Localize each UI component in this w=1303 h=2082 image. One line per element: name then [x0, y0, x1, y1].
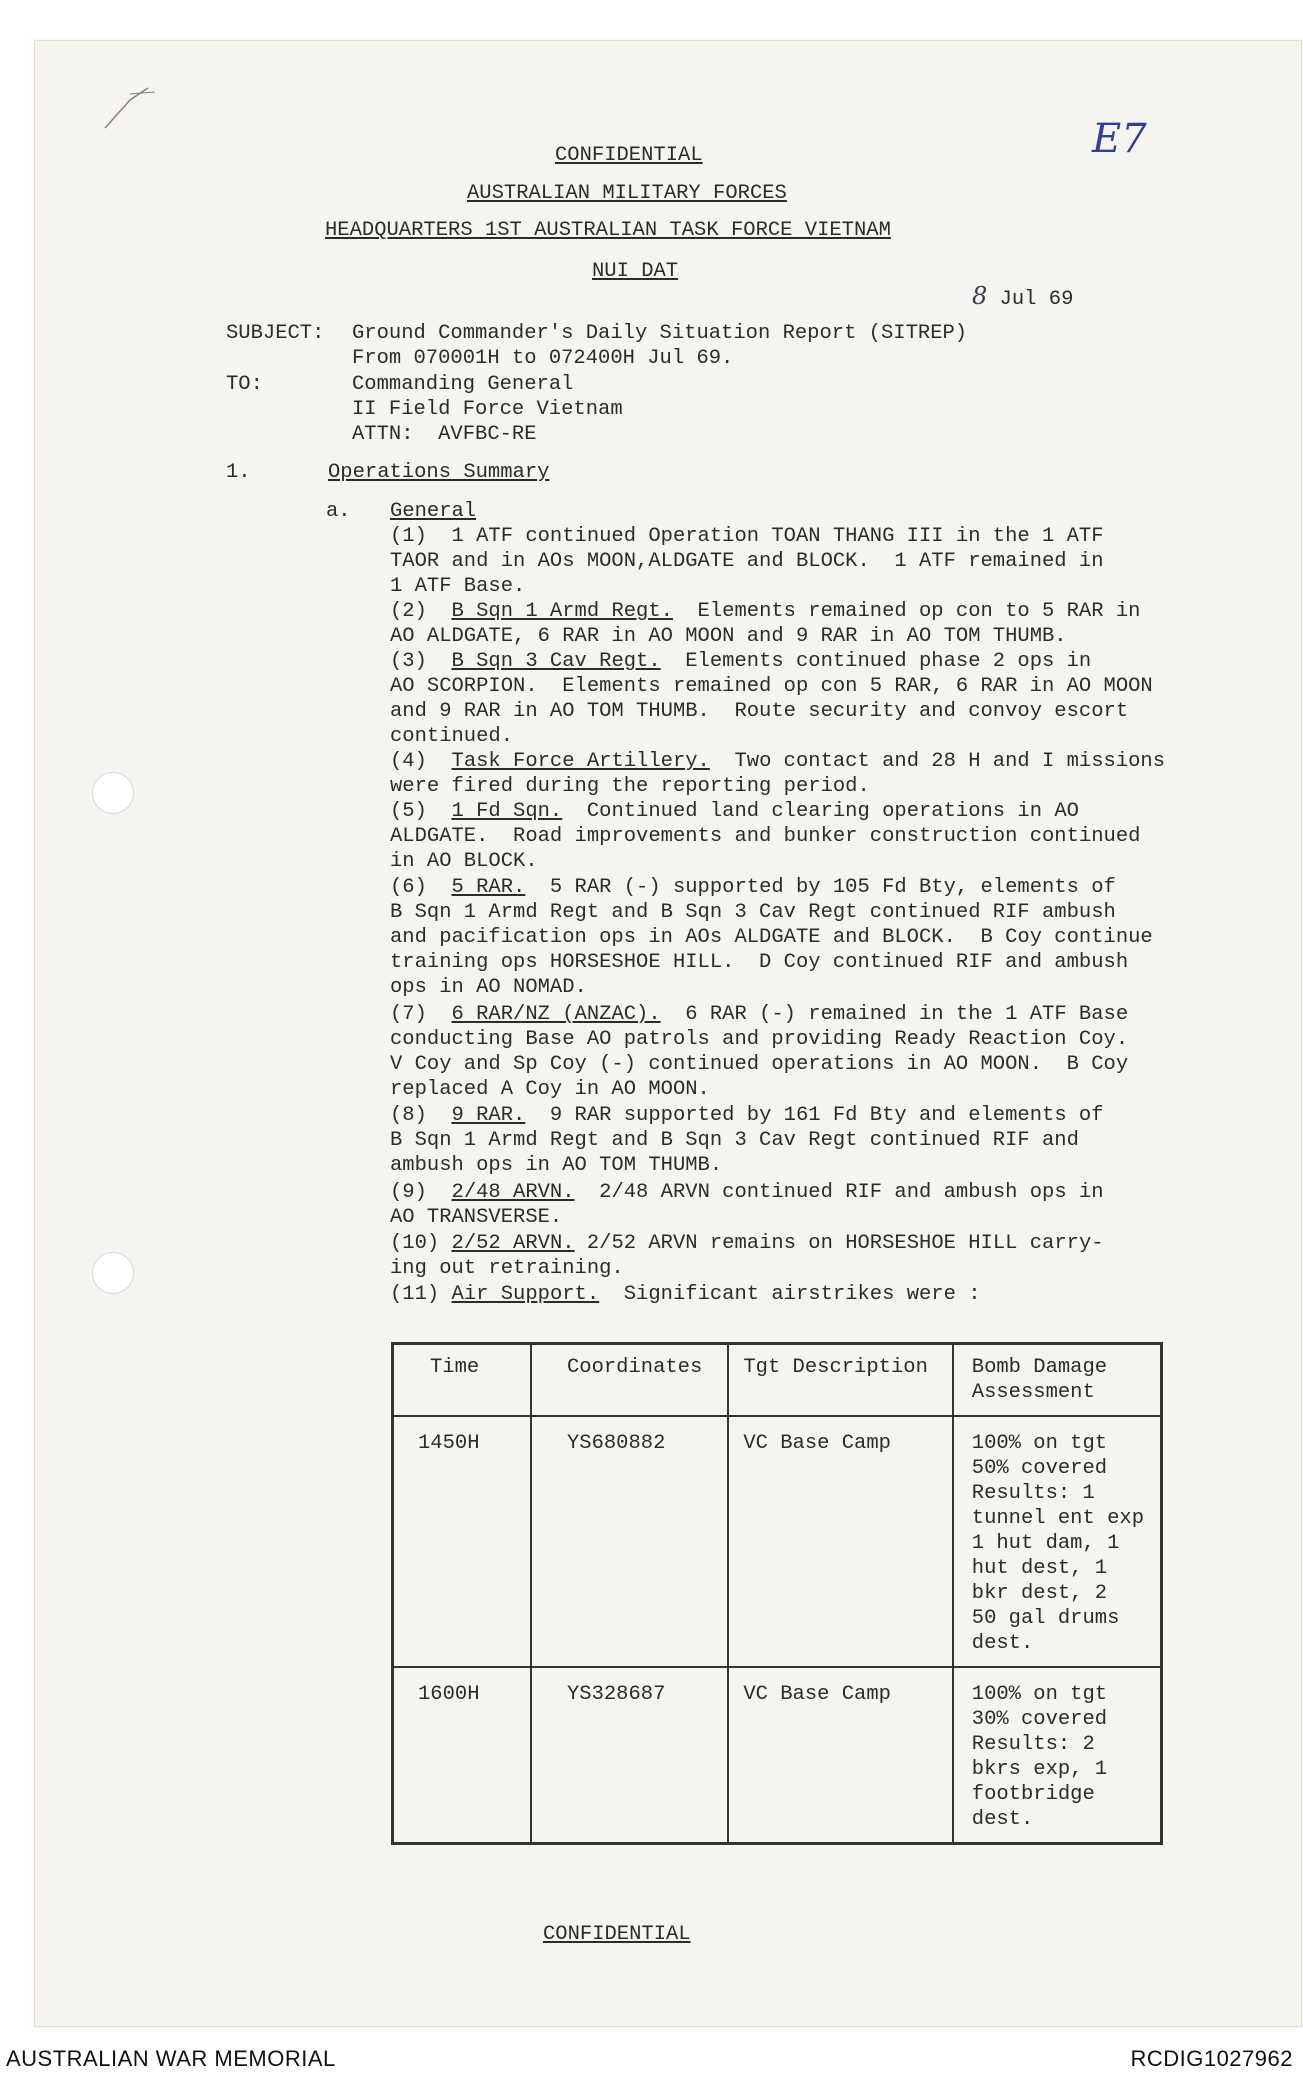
item-heading: B Sqn 1 Armd Regt.	[451, 600, 673, 623]
item-text: ALDGATE. Road improvements and bunker construction continued	[390, 825, 1141, 848]
to-line: Commanding General	[352, 373, 574, 396]
item-heading: 1 Fd Sqn.	[451, 800, 563, 823]
item-text: training ops HORSESHOE HILL. D Coy continued RIF and ambush	[390, 951, 1129, 974]
item-text: and pacification ops in AOs ALDGATE and BLOCK. B Coy continue	[390, 926, 1153, 949]
item-number: (3)	[390, 650, 427, 673]
pencil-mark	[100, 80, 160, 130]
item-text: 2/52 ARVN remains on HORSESHOE HILL carry-	[574, 1232, 1104, 1255]
paragraph-title: Operations Summary	[328, 461, 550, 484]
archive-credit: AUSTRALIAN WAR MEMORIAL	[6, 2046, 336, 2071]
column-header: Bomb Damage Assessment	[953, 1344, 1162, 1417]
table-cell: YS328687	[531, 1667, 728, 1844]
item-number: (2)	[390, 600, 427, 623]
organization: AUSTRALIAN MILITARY FORCES	[467, 182, 787, 205]
classification-top: CONFIDENTIAL	[555, 144, 703, 167]
table-header-row	[393, 1344, 1162, 1417]
to-line: ATTN: AVFBC-RE	[352, 423, 537, 446]
table-row	[393, 1416, 1162, 1667]
airstrike-table	[391, 1342, 1163, 1845]
item-text: Two contact and 28 H and I missions	[709, 750, 1166, 773]
paragraph-number: 1.	[226, 461, 251, 484]
item-text: 1 ATF continued Operation TOAN THANG III in the 1 ATF	[426, 525, 1104, 548]
item-text: Continued land clearing operations in AO	[562, 800, 1079, 823]
classification-bottom: CONFIDENTIAL	[543, 1923, 691, 1946]
item-text: AO ALDGATE, 6 RAR in AO MOON and 9 RAR in AO TOM THUMB.	[390, 625, 1067, 648]
headquarters: HEADQUARTERS 1ST AUSTRALIAN TASK FORCE VIETNAM	[325, 219, 891, 242]
item-text: AO TRANSVERSE.	[390, 1206, 563, 1229]
item-text: ing out retraining.	[390, 1257, 624, 1280]
table-cell: 1600H	[393, 1667, 531, 1844]
item-text: replaced A Coy in AO MOON.	[390, 1078, 710, 1101]
item-heading: Task Force Artillery.	[451, 750, 710, 773]
table-cell: VC Base Camp	[728, 1416, 952, 1667]
table-cell: 1450H	[393, 1416, 531, 1667]
table-cell: VC Base Camp	[728, 1667, 952, 1844]
item-text: ambush ops in AO TOM THUMB.	[390, 1154, 723, 1177]
item-text: Elements continued phase 2 ops in	[660, 650, 1092, 673]
item-text: were fired during the reporting period.	[390, 775, 870, 798]
item-number: (5)	[390, 800, 427, 823]
item-number: (11)	[390, 1283, 440, 1306]
subparagraph-number: a.	[326, 500, 351, 523]
item-text: 2/48 ARVN continued RIF and ambush ops in	[574, 1181, 1104, 1204]
item-text: continued.	[390, 725, 514, 748]
subject-line: Ground Commander's Daily Situation Report (SITREP)	[352, 322, 968, 345]
column-header: Coordinates	[531, 1344, 728, 1417]
date-month-year: Jul 69	[987, 288, 1074, 311]
item-number: (10)	[390, 1232, 440, 1255]
punch-hole	[92, 1252, 134, 1294]
subject-line: From 070001H to 072400H Jul 69.	[352, 347, 734, 370]
table-cell: 100% on tgt 30% covered Results: 2 bkrs exp, 1 footbridge dest.	[953, 1667, 1162, 1844]
folio-number: E7	[1092, 116, 1147, 162]
item-number: (6)	[390, 876, 427, 899]
item-text: Elements remained op con to 5 RAR in	[672, 600, 1141, 623]
item-heading: 5 RAR.	[451, 876, 526, 899]
item-heading: 2/52 ARVN.	[451, 1232, 575, 1255]
location: NUI DAT	[592, 260, 679, 283]
item-text: 5 RAR (-) supported by 105 Fd Bty, elements of	[525, 876, 1116, 899]
item-text: Significant airstrikes were :	[599, 1283, 981, 1306]
archive-id: RCDIG1027962	[1130, 2046, 1293, 2071]
subject-label: SUBJECT:	[226, 322, 325, 345]
column-header: Tgt Description	[728, 1344, 952, 1417]
item-text: in AO BLOCK.	[390, 850, 538, 873]
item-heading: Air Support.	[451, 1283, 600, 1306]
to-line: II Field Force Vietnam	[352, 398, 623, 421]
handwritten-day: 8	[972, 282, 988, 310]
item-text: 6 RAR (-) remained in the 1 ATF Base	[660, 1003, 1129, 1026]
table-cell: YS680882	[531, 1416, 728, 1667]
table-cell: 100% on tgt 50% covered Results: 1 tunnel ent exp 1 hut dam, 1 hut dest, 1 bkr dest, 2 50 gal drums dest.	[953, 1416, 1162, 1667]
item-text: V Coy and Sp Coy (-) continued operations in AO MOON. B Coy	[390, 1053, 1129, 1076]
item-text: ops in AO NOMAD.	[390, 976, 587, 999]
item-number: (9)	[390, 1181, 427, 1204]
item-heading: B Sqn 3 Cav Regt.	[451, 650, 661, 673]
item-heading: 2/48 ARVN.	[451, 1181, 575, 1204]
item-text: and 9 RAR in AO TOM THUMB. Route security and convoy escort	[390, 700, 1129, 723]
item-text: 9 RAR supported by 161 Fd Bty and elements of	[525, 1104, 1104, 1127]
item-number: (7)	[390, 1003, 427, 1026]
item-text: B Sqn 1 Armd Regt and B Sqn 3 Cav Regt continued RIF ambush	[390, 901, 1116, 924]
item-text: 1 ATF Base.	[390, 575, 526, 598]
item-text: conducting Base AO patrols and providing Ready Reaction Coy.	[390, 1028, 1129, 1051]
item-number: (4)	[390, 750, 427, 773]
punch-hole	[92, 772, 134, 814]
table-row	[393, 1667, 1162, 1844]
item-heading: 9 RAR.	[451, 1104, 526, 1127]
item-text: TAOR and in AOs MOON,ALDGATE and BLOCK. 1 ATF remained in	[390, 550, 1104, 573]
item-text: B Sqn 1 Armd Regt and B Sqn 3 Cav Regt continued RIF and	[390, 1129, 1079, 1152]
column-header: Time	[393, 1344, 531, 1417]
item-text: AO SCORPION. Elements remained op con 5 RAR, 6 RAR in AO MOON	[390, 675, 1153, 698]
report-date	[972, 284, 1073, 312]
item-number: (8)	[390, 1104, 427, 1127]
subparagraph-title: General	[390, 500, 477, 523]
to-label: TO:	[226, 373, 263, 396]
item-heading: 6 RAR/NZ (ANZAC).	[451, 1003, 661, 1026]
item-number: (1)	[390, 525, 427, 548]
